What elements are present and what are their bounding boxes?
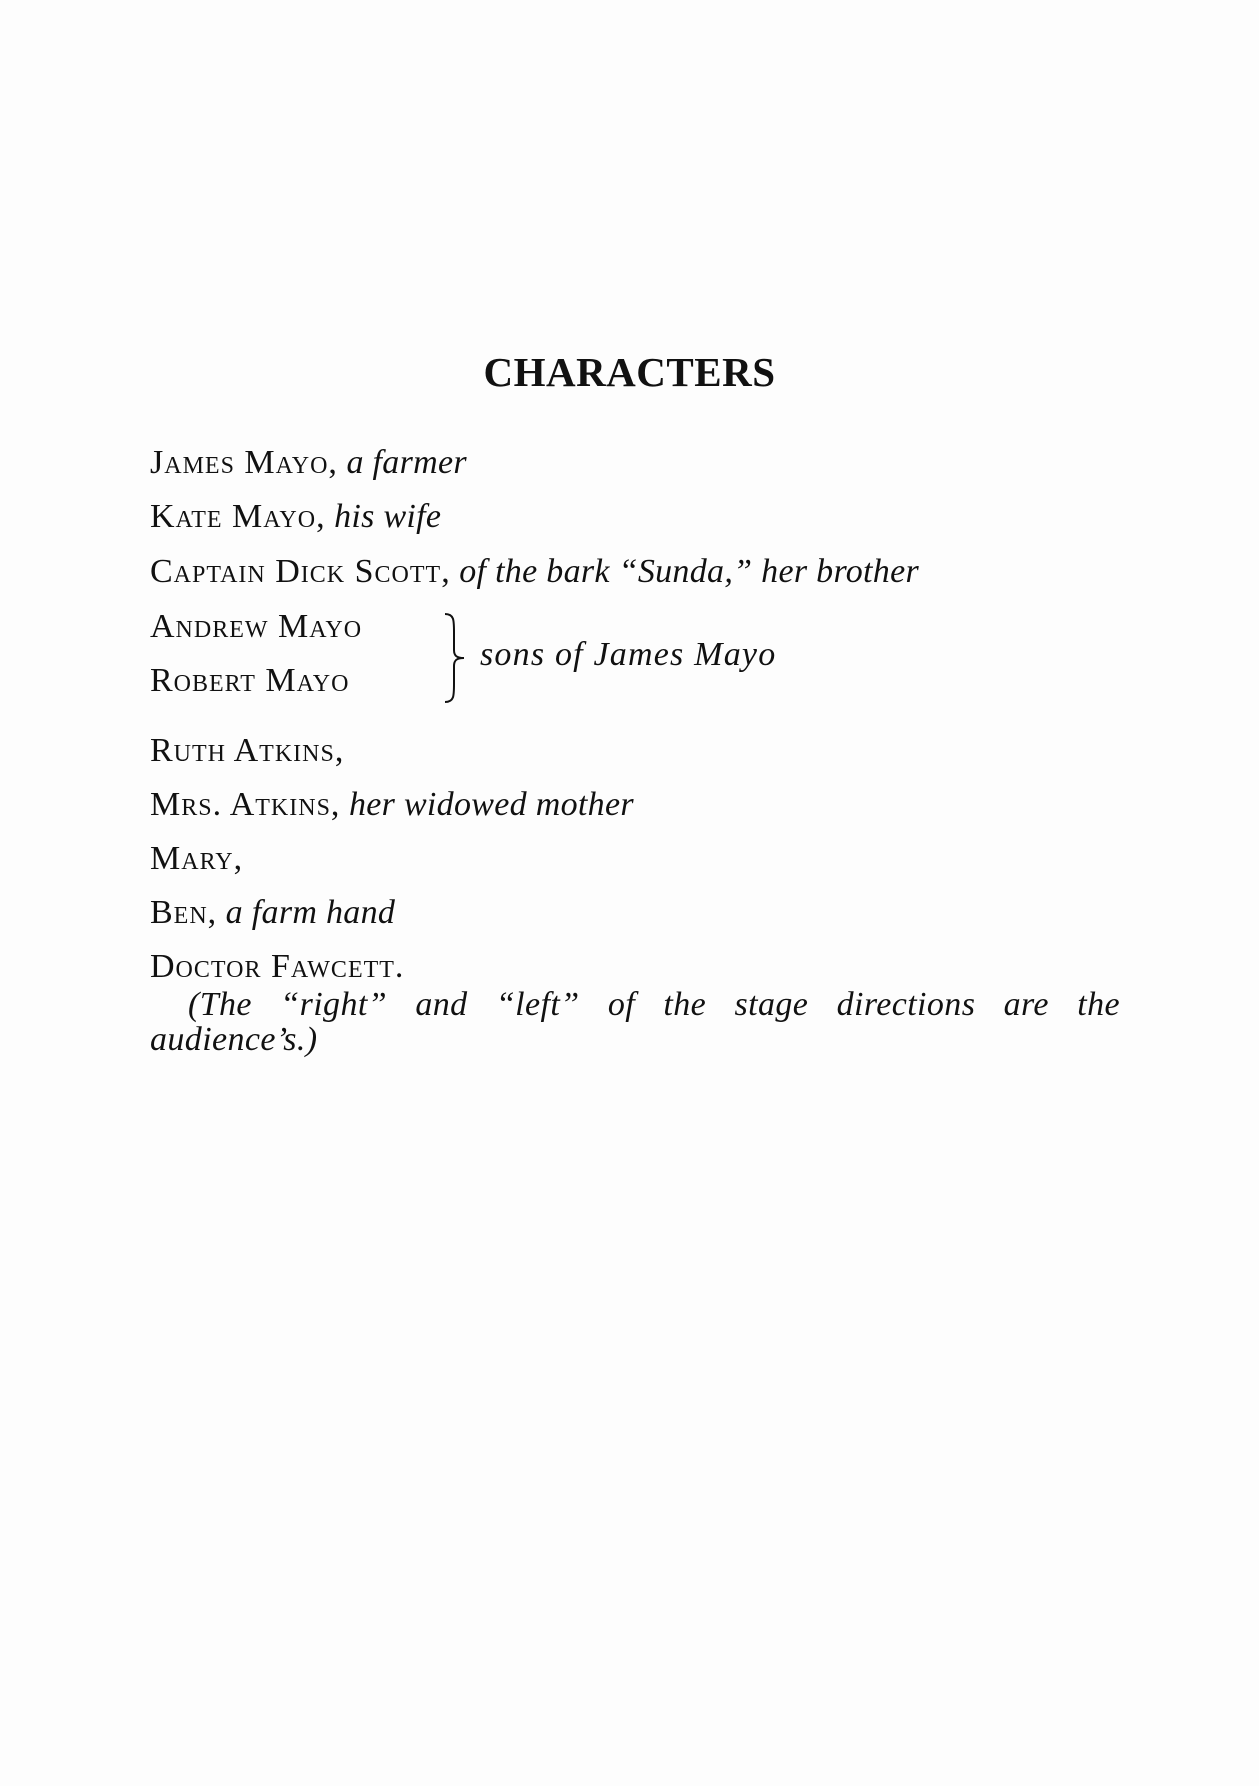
character-name: Mrs. Atkins, bbox=[150, 786, 341, 823]
character-name-andrew: Andrew Mayo bbox=[150, 608, 363, 645]
character-description: a farmer bbox=[346, 444, 467, 481]
cast-entry-captain-dick-scott bbox=[150, 555, 919, 589]
character-name-robert: Robert Mayo bbox=[150, 662, 350, 699]
character-name: James Mayo, bbox=[150, 444, 338, 481]
cast-entry-mary bbox=[150, 842, 243, 876]
character-name: Doctor Fawcett. bbox=[150, 948, 405, 985]
sons-group bbox=[150, 610, 1050, 706]
cast-entry-ruth-atkins bbox=[150, 734, 344, 768]
character-description: her widowed mother bbox=[348, 786, 634, 823]
cast-entry-doctor-fawcett bbox=[150, 950, 404, 984]
cast-entry-kate-mayo bbox=[150, 500, 441, 534]
sons-description: sons of James Mayo bbox=[480, 636, 777, 673]
character-description: a farm hand bbox=[225, 894, 396, 931]
character-name: Captain Dick Scott, bbox=[150, 553, 451, 590]
character-description: of the bark “Sunda,” her brother bbox=[459, 553, 920, 590]
character-name: Ben, bbox=[150, 894, 218, 931]
page-heading: CHARACTERS bbox=[483, 349, 776, 395]
character-name: Kate Mayo, bbox=[150, 498, 326, 535]
character-name: Ruth Atkins, bbox=[150, 732, 345, 769]
cast-entry-mrs-atkins bbox=[150, 788, 634, 822]
character-name: Mary, bbox=[150, 840, 244, 877]
stage-direction-note: (The “right” and “left” of the stage directions are the audience’s.) bbox=[150, 986, 1120, 1059]
cast-entry-ben bbox=[150, 896, 395, 930]
curly-brace-icon bbox=[442, 610, 468, 706]
cast-entry-james-mayo bbox=[150, 446, 467, 480]
character-description: his wife bbox=[334, 498, 442, 535]
